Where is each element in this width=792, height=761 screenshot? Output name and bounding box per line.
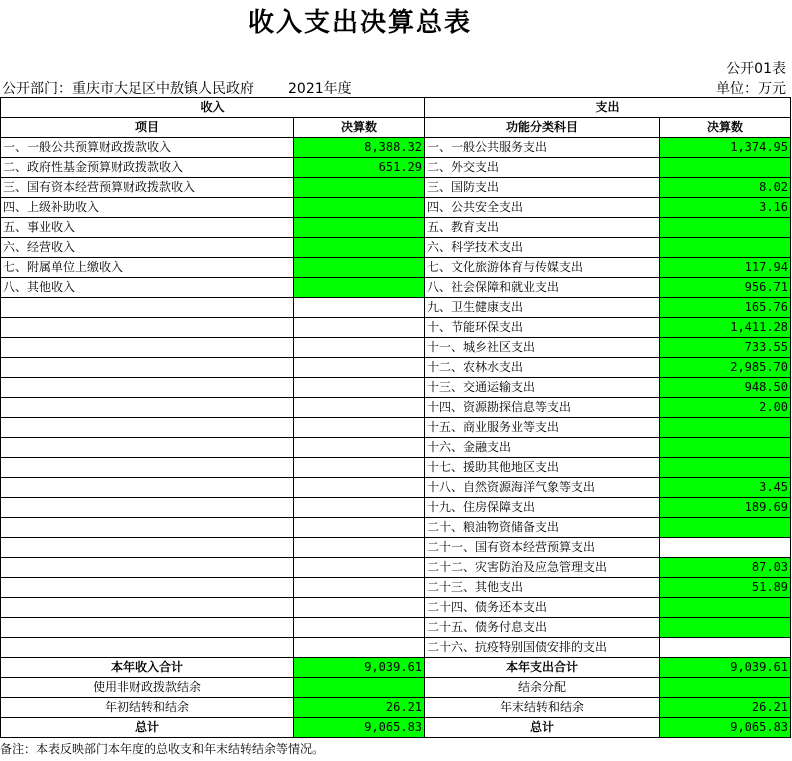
expense-amount-cell: 956.71 — [660, 278, 791, 298]
page-title: 收入支出决算总表 — [247, 8, 472, 38]
item-column-header: 项目 — [1, 118, 294, 138]
expense-amount-cell: 733.55 — [660, 338, 791, 358]
table-row — [1, 298, 791, 318]
expense-amount-cell — [660, 218, 791, 238]
income-amount-cell — [294, 278, 425, 298]
table-row — [1, 498, 791, 518]
expense-item-cell: 二十四、债务还本支出 — [425, 598, 660, 618]
income-amount-cell — [294, 418, 425, 438]
amount-column-header: 决算数 — [294, 118, 425, 138]
expense-item-cell: 十七、援助其他地区支出 — [425, 458, 660, 478]
income-item-cell — [1, 458, 294, 478]
summary-expense-amount — [660, 678, 791, 698]
table-row — [1, 218, 791, 238]
income-item-cell — [1, 578, 294, 598]
income-item-cell — [1, 418, 294, 438]
expense-item-cell: 十二、农林水支出 — [425, 358, 660, 378]
income-item-cell — [1, 638, 294, 658]
income-amount-cell — [294, 398, 425, 418]
income-item-cell — [1, 498, 294, 518]
income-item-cell — [1, 398, 294, 418]
expense-item-cell: 二、外交支出 — [425, 158, 660, 178]
table-row — [1, 418, 791, 438]
income-item-cell — [1, 538, 294, 558]
table-row — [1, 558, 791, 578]
income-item-cell — [1, 558, 294, 578]
table-row — [1, 618, 791, 638]
income-amount-cell — [294, 478, 425, 498]
budget-table — [0, 97, 791, 738]
summary-expense-label: 总计 — [425, 718, 660, 738]
table-row — [1, 238, 791, 258]
expense-item-cell: 六、科学技术支出 — [425, 238, 660, 258]
income-item-cell — [1, 518, 294, 538]
expense-amount-cell: 3.45 — [660, 478, 791, 498]
table-row — [1, 458, 791, 478]
income-amount-cell — [294, 458, 425, 478]
expense-amount-cell: 1,411.28 — [660, 318, 791, 338]
summary-income-label: 使用非财政拨款结余 — [1, 678, 294, 698]
table-row — [1, 278, 791, 298]
income-item-cell — [1, 338, 294, 358]
department-label: 公开部门：重庆市大足区中敖镇人民政府 — [2, 81, 254, 97]
table-row — [1, 598, 791, 618]
expense-amount-cell — [660, 438, 791, 458]
expense-item-cell: 一、一般公共服务支出 — [425, 138, 660, 158]
income-amount-cell — [294, 378, 425, 398]
expense-amount-cell: 165.76 — [660, 298, 791, 318]
table-row — [1, 518, 791, 538]
income-item-cell: 二、政府性基金预算财政拨款收入 — [1, 158, 294, 178]
income-amount-cell — [294, 298, 425, 318]
expense-item-cell: 十三、交通运输支出 — [425, 378, 660, 398]
amount2-column-header: 决算数 — [660, 118, 791, 138]
summary-row — [1, 698, 791, 718]
expense-amount-cell — [660, 238, 791, 258]
footnote: 备注：本表反映部门本年度的总收支和年末结转结余等情况。 — [0, 742, 325, 756]
income-amount-cell: 651.29 — [294, 158, 425, 178]
table-row — [1, 378, 791, 398]
expense-amount-cell: 3.16 — [660, 198, 791, 218]
summary-income-amount: 26.21 — [294, 698, 425, 718]
income-amount-cell — [294, 498, 425, 518]
expense-amount-cell: 1,374.95 — [660, 138, 791, 158]
income-amount-cell — [294, 258, 425, 278]
income-item-cell: 七、附属单位上缴收入 — [1, 258, 294, 278]
summary-income-label: 本年收入合计 — [1, 658, 294, 678]
summary-expense-amount: 9,065.83 — [660, 718, 791, 738]
table-row — [1, 178, 791, 198]
income-item-cell — [1, 298, 294, 318]
income-amount-cell — [294, 318, 425, 338]
income-amount-cell — [294, 178, 425, 198]
summary-income-amount — [294, 678, 425, 698]
table-row — [1, 158, 791, 178]
income-item-cell: 三、国有资本经营预算财政拨款收入 — [1, 178, 294, 198]
summary-expense-amount: 26.21 — [660, 698, 791, 718]
expense-item-cell: 九、卫生健康支出 — [425, 298, 660, 318]
income-amount-cell — [294, 598, 425, 618]
income-item-cell: 八、其他收入 — [1, 278, 294, 298]
expense-item-cell: 四、公共安全支出 — [425, 198, 660, 218]
expense-amount-cell — [660, 638, 791, 658]
expense-item-cell: 十八、自然资源海洋气象等支出 — [425, 478, 660, 498]
expense-amount-cell — [660, 458, 791, 478]
table-row — [1, 638, 791, 658]
income-amount-cell — [294, 558, 425, 578]
table-row — [1, 578, 791, 598]
table-row — [1, 338, 791, 358]
expense-amount-cell: 948.50 — [660, 378, 791, 398]
expense-item-cell: 十六、金融支出 — [425, 438, 660, 458]
expense-section-header: 支出 — [425, 98, 791, 118]
expense-amount-cell: 51.89 — [660, 578, 791, 598]
table-row — [1, 198, 791, 218]
expense-item-cell: 二十六、抗疫特别国债安排的支出 — [425, 638, 660, 658]
table-row — [1, 478, 791, 498]
income-amount-cell — [294, 338, 425, 358]
summary-expense-label: 年末结转和结余 — [425, 698, 660, 718]
expense-amount-cell: 117.94 — [660, 258, 791, 278]
income-item-cell — [1, 618, 294, 638]
expense-amount-cell — [660, 598, 791, 618]
func-item-column-header: 功能分类科目 — [425, 118, 660, 138]
summary-row — [1, 678, 791, 698]
expense-item-cell: 二十三、其他支出 — [425, 578, 660, 598]
table-row — [1, 318, 791, 338]
column-header-row — [1, 118, 791, 138]
expense-amount-cell: 87.03 — [660, 558, 791, 578]
expense-amount-cell — [660, 618, 791, 638]
summary-row — [1, 718, 791, 738]
expense-amount-cell — [660, 158, 791, 178]
income-item-cell: 一、一般公共预算财政拨款收入 — [1, 138, 294, 158]
summary-expense-label: 结余分配 — [425, 678, 660, 698]
income-amount-cell — [294, 358, 425, 378]
income-amount-cell — [294, 238, 425, 258]
expense-amount-cell — [660, 418, 791, 438]
expense-item-cell: 二十二、灾害防治及应急管理支出 — [425, 558, 660, 578]
income-item-cell — [1, 318, 294, 338]
summary-income-amount: 9,039.61 — [294, 658, 425, 678]
expense-item-cell: 三、国防支出 — [425, 178, 660, 198]
income-item-cell — [1, 438, 294, 458]
expense-item-cell: 七、文化旅游体育与传媒支出 — [425, 258, 660, 278]
expense-item-cell: 十四、资源勘探信息等支出 — [425, 398, 660, 418]
summary-income-label: 总计 — [1, 718, 294, 738]
report-year: 2021年度 — [288, 81, 352, 97]
table-row — [1, 538, 791, 558]
expense-amount-cell: 189.69 — [660, 498, 791, 518]
summary-income-label: 年初结转和结余 — [1, 698, 294, 718]
summary-income-amount: 9,065.83 — [294, 718, 425, 738]
expense-item-cell: 二十五、债务付息支出 — [425, 618, 660, 638]
department-line — [2, 78, 352, 98]
expense-amount-cell: 8.02 — [660, 178, 791, 198]
section-header-row — [1, 98, 791, 118]
income-item-cell — [1, 478, 294, 498]
expense-item-cell: 八、社会保障和就业支出 — [425, 278, 660, 298]
table-row — [1, 258, 791, 278]
expense-item-cell: 二十一、国有资本经营预算支出 — [425, 538, 660, 558]
income-amount-cell — [294, 438, 425, 458]
income-amount-cell — [294, 618, 425, 638]
income-amount-cell — [294, 218, 425, 238]
income-amount-cell — [294, 198, 425, 218]
expense-amount-cell: 2,985.70 — [660, 358, 791, 378]
form-number: 公开01表 — [726, 61, 786, 77]
income-item-cell — [1, 598, 294, 618]
income-amount-cell — [294, 538, 425, 558]
income-item-cell — [1, 378, 294, 398]
expense-amount-cell: 2.00 — [660, 398, 791, 418]
summary-expense-label: 本年支出合计 — [425, 658, 660, 678]
table-row — [1, 438, 791, 458]
income-item-cell — [1, 358, 294, 378]
income-amount-cell — [294, 638, 425, 658]
table-row — [1, 138, 791, 158]
expense-item-cell: 十九、住房保障支出 — [425, 498, 660, 518]
income-section-header: 收入 — [1, 98, 425, 118]
table-row — [1, 358, 791, 378]
expense-item-cell: 五、教育支出 — [425, 218, 660, 238]
expense-amount-cell — [660, 538, 791, 558]
table-row — [1, 398, 791, 418]
expense-amount-cell — [660, 518, 791, 538]
unit-label: 单位：万元 — [716, 81, 786, 97]
expense-item-cell: 二十、粮油物资储备支出 — [425, 518, 660, 538]
income-item-cell: 四、上级补助收入 — [1, 198, 294, 218]
expense-item-cell: 十五、商业服务业等支出 — [425, 418, 660, 438]
income-amount-cell — [294, 518, 425, 538]
income-item-cell: 六、经营收入 — [1, 238, 294, 258]
income-amount-cell — [294, 578, 425, 598]
income-item-cell: 五、事业收入 — [1, 218, 294, 238]
summary-row — [1, 658, 791, 678]
expense-item-cell: 十、节能环保支出 — [425, 318, 660, 338]
expense-item-cell: 十一、城乡社区支出 — [425, 338, 660, 358]
summary-expense-amount: 9,039.61 — [660, 658, 791, 678]
income-amount-cell: 8,388.32 — [294, 138, 425, 158]
